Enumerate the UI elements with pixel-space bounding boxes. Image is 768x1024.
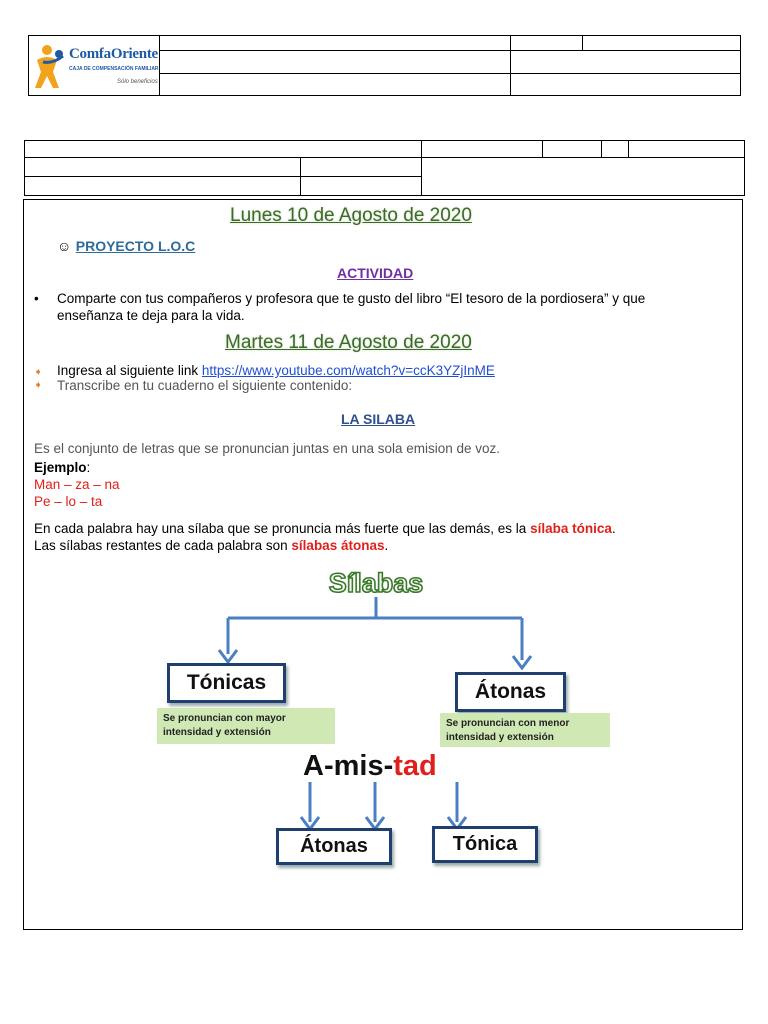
para1-c: .	[611, 521, 616, 536]
example1: Man – za – na	[34, 477, 120, 492]
day1-title: Lunes 10 de Agosto de 2020	[230, 205, 472, 226]
example-word	[303, 750, 437, 783]
arrow-bullet-icon: ➧	[34, 367, 43, 378]
bottom-atonas-box: Átonas	[276, 828, 392, 865]
para1-a: En cada palabra hay una sílaba que se pronuncia más fuerte que las demás, es la	[34, 521, 531, 536]
logo-tagline: Sólo beneficios	[117, 79, 158, 85]
logo-subtitle: CAJA DE COMPENSACIÓN FAMILIAR	[69, 66, 159, 72]
silaba-heading: LA SILABA	[341, 411, 416, 427]
day2-title: Martes 11 de Agosto de 2020	[225, 332, 472, 353]
word-unstressed: A-mis-	[303, 750, 394, 782]
example2: Pe – lo – ta	[34, 494, 103, 509]
bottom-tonica-box: Tónica	[432, 826, 538, 863]
bullet-icon: •	[34, 291, 39, 306]
tonicas-box: Tónicas	[167, 663, 286, 703]
project-title: PROYECTO L.O.C	[75, 238, 196, 254]
example-label: Ejemplo	[34, 460, 87, 475]
root-node: Sílabas	[328, 568, 424, 598]
step1-text: Ingresa al siguiente link	[57, 363, 202, 378]
activity-text: Comparte con tus compañeros y profesora que te gusto del libro “El tesoro de la pordiosera” y que enseñanza te deja para la vida.	[57, 291, 646, 323]
example-colon: :	[86, 460, 91, 475]
youtube-link[interactable]: https://www.youtube.com/watch?v=ccK3YZjInME	[201, 363, 495, 378]
silaba-tonica: sílaba tónica	[530, 521, 612, 536]
para2-a: Las sílabas restantes de cada palabra son	[34, 538, 292, 553]
definition: Es el conjunto de letras que se pronuncian juntas en una sola emision de voz.	[34, 441, 501, 456]
arrow-bullet-icon: ➧	[34, 380, 43, 391]
word-stressed: tad	[393, 750, 437, 782]
para2-c: .	[384, 538, 389, 553]
atonas-desc: Se pronuncian con menor intensidad y extensión	[440, 713, 610, 747]
atonas-box: Átonas	[455, 672, 566, 712]
logo-name: ComfaOriente	[69, 46, 158, 62]
tonicas-desc: Se pronuncian con mayor intensidad y extensión	[157, 708, 335, 744]
activity-heading: ACTIVIDAD	[337, 265, 414, 281]
step2-text: Transcribe en tu cuaderno el siguiente contenido:	[57, 378, 353, 393]
silabas-atonas: sílabas átonas	[291, 538, 385, 553]
smiley-icon: ☺	[57, 238, 72, 254]
